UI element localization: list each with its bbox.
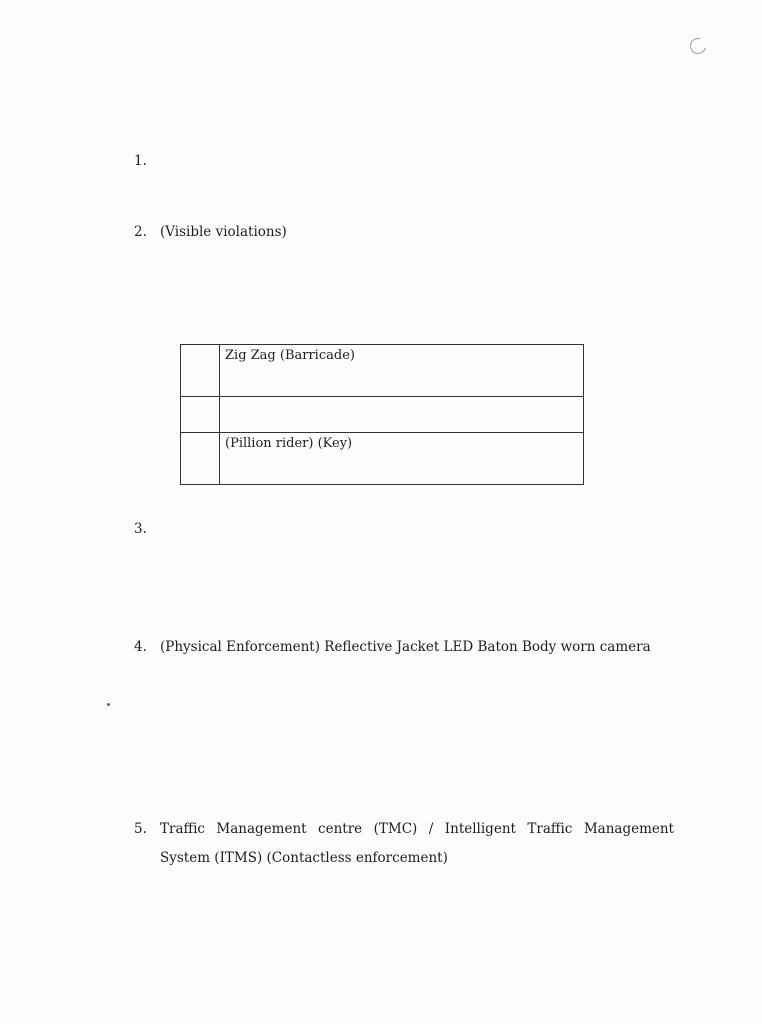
row-key <box>181 433 220 485</box>
item-number: 1. <box>134 153 147 169</box>
row-text: Zig Zag (Barricade) <box>220 345 584 397</box>
table-row <box>181 345 584 397</box>
row-text: (Pillion rider) (Key) <box>220 433 584 485</box>
list-item-4 <box>134 633 674 662</box>
item-text: Traffic Management centre (TMC) / Intelligent Traffic Management System (ITMS) (Contactless enforcement) <box>160 821 674 866</box>
item-number: 5. <box>134 821 147 837</box>
margin-mark <box>687 35 709 57</box>
row-key <box>181 397 220 433</box>
item-number: 2. <box>134 224 147 240</box>
table-row <box>181 433 584 485</box>
list-item-2 <box>134 218 674 247</box>
item-text: (Visible violations) <box>160 224 287 240</box>
row-key <box>181 345 220 397</box>
ink-speck <box>107 703 110 706</box>
table-row <box>181 397 584 433</box>
list-item-5 <box>134 815 674 873</box>
instructions-table <box>180 344 584 485</box>
row-text <box>220 397 584 433</box>
item-number: 3. <box>134 521 147 537</box>
item-number: 4. <box>134 639 147 655</box>
item-text: (Physical Enforcement) Reflective Jacket LED Baton Body worn camera <box>160 639 651 655</box>
